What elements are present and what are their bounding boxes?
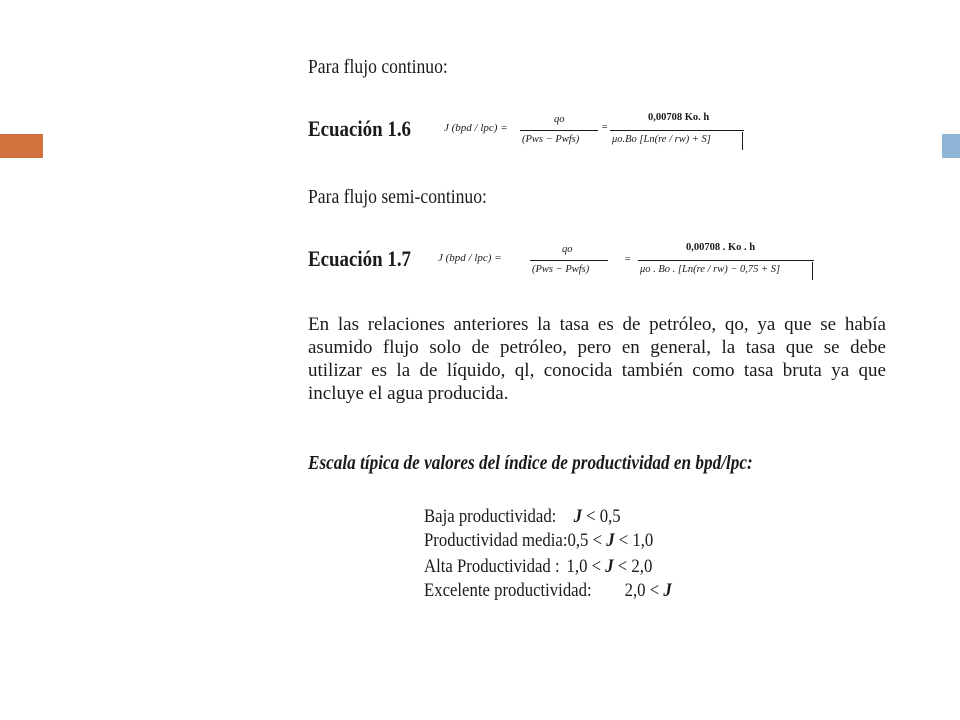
- range-suffix: < 2,0: [613, 556, 653, 577]
- equation-1-7: [308, 238, 868, 298]
- equation-numerator-right: 0,00708 . Ko . h: [686, 242, 756, 253]
- fraction-line: [520, 130, 598, 131]
- section-heading-semicontinuous: Para flujo semi-continuo:: [308, 186, 487, 208]
- scale-label: Excelente productividad:: [424, 580, 592, 601]
- equation-numerator-left: qo: [554, 114, 565, 125]
- accent-bar-right: [942, 134, 960, 158]
- equation-lhs: J (bpd / lpc) =: [438, 252, 502, 264]
- list-item: [424, 506, 621, 528]
- range-prefix: 2,0 <: [624, 580, 664, 601]
- fraction-line: [610, 130, 744, 131]
- scale-label: Baja productividad:: [424, 506, 557, 527]
- fraction-line: [530, 260, 608, 261]
- scale-range: [574, 506, 621, 528]
- scale-label: Productividad media:: [424, 530, 568, 551]
- accent-bar-left: [0, 134, 43, 158]
- equation-label: Ecuación 1.6: [308, 116, 412, 141]
- bracket-line: [812, 262, 813, 280]
- scale-range: [625, 580, 672, 602]
- j-symbol: J: [605, 556, 614, 577]
- scale-label: Alta Productividad :: [424, 556, 560, 577]
- paragraph-line: En las relaciones anteriores la tasa es de petróleo, qo, ya que se había: [308, 314, 886, 335]
- equation-denominator-right: μo . Bo . [Ln(re / rw) − 0,75 + S]: [640, 264, 781, 275]
- body-paragraph: [308, 313, 886, 405]
- list-item: [424, 556, 652, 578]
- list-item: [424, 580, 672, 602]
- equation-numerator-right: 0,00708 Ko. h: [648, 112, 710, 123]
- equation-denominator-left: (Pws − Pwfs): [532, 264, 590, 275]
- range-prefix: 1,0 <: [566, 556, 606, 577]
- bracket-line: [742, 132, 743, 150]
- scale-heading: Escala típica de valores del índice de productividad en bpd/lpc:: [308, 452, 753, 474]
- scale-range: [567, 530, 653, 552]
- range-prefix: 0,5 <: [567, 530, 607, 551]
- equation-label: Ecuación 1.7: [308, 246, 412, 271]
- equation-denominator-left: (Pws − Pwfs): [522, 134, 580, 145]
- equation-equals: =: [601, 122, 609, 133]
- range-suffix: < 0,5: [581, 506, 621, 527]
- paragraph-line: incluye el agua producida.: [308, 383, 509, 404]
- equation-equals: =: [624, 254, 632, 265]
- list-item: [424, 530, 653, 552]
- paragraph-line: asumido flujo solo de petróleo, pero en general, la tasa que se debe: [308, 337, 886, 358]
- equation-numerator-left: qo: [562, 244, 573, 255]
- equation-1-6: [308, 108, 868, 168]
- range-suffix: < 1,0: [614, 530, 654, 551]
- equation-denominator-right: μo.Bo [Ln(re / rw) + S]: [612, 134, 711, 145]
- section-heading-continuous: Para flujo continuo:: [308, 56, 448, 78]
- scale-range: [567, 556, 653, 578]
- paragraph-line: utilizar es la de líquido, ql, conocida también como tasa bruta ya que: [308, 360, 886, 381]
- fraction-line: [638, 260, 814, 261]
- j-symbol: J: [573, 506, 582, 527]
- equation-lhs: J (bpd / lpc) =: [444, 122, 508, 134]
- j-symbol: J: [606, 530, 615, 551]
- j-symbol: J: [663, 580, 672, 601]
